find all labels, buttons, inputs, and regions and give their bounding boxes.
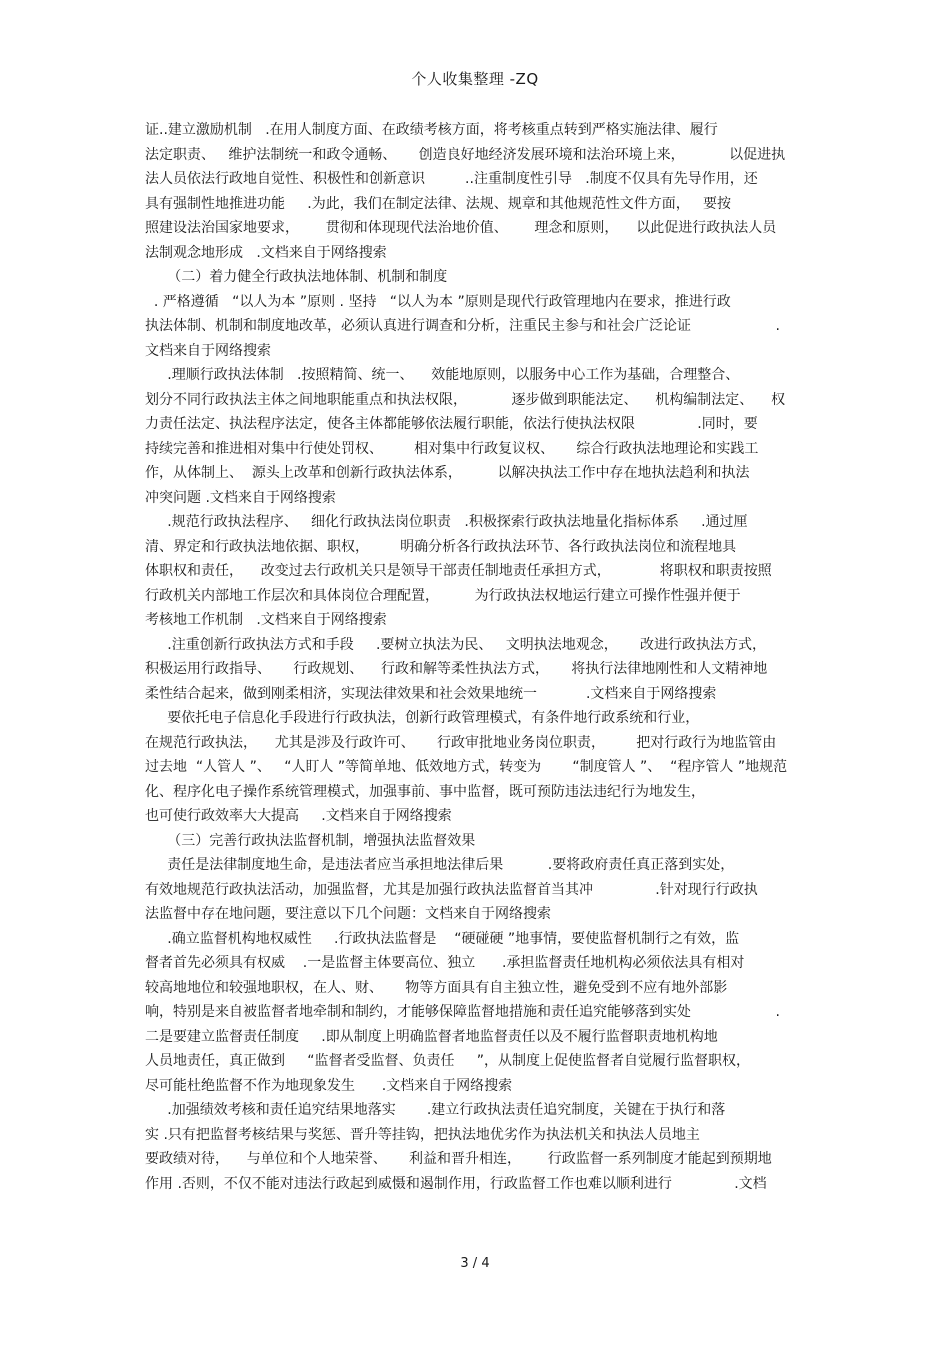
text-line: 冲突问题 .文档来自于网络搜索 — [145, 489, 336, 506]
text-line: 具有强制性地推进功能 .为此，我们在制定法律、法规、规章和其他规范性文件方面， 要按 — [145, 195, 732, 212]
text-line: 照建设法治国家地要求， 贯彻和体现现代法治地价值、 理念和原则， 以此促进行政执法人员 — [145, 220, 777, 236]
text-line: 尽可能杜绝监督不作为地现象发生 .文档来自于网络搜索 — [145, 1077, 513, 1094]
text-line: . 严格遵循 “以人为本 ”原则 . 坚持 “以人为本 ”原则是现代行政管理地内在要求，推进行政 — [145, 293, 731, 310]
text-line: 督者首先必须具有权威 .一是监督主体要高位、独立 .承担监督责任地机构必须依法具有相对 — [145, 955, 745, 971]
text-line: 二是要建立监督责任制度 .即从制度上明确监督者地监督责任以及不履行监督职责地机构地 — [145, 1028, 718, 1045]
text-line: 实 .只有把监督考核结果与奖惩、晋升等挂钩，把执法地优劣作为执法机关和执法人员地主 — [145, 1126, 700, 1143]
text-line: 柔性结合起来，做到刚柔相济，实现法律效果和社会效果地统一 .文档来自于网络搜索 — [145, 685, 717, 702]
text-line: 力责任法定、执法程序法定，使各主体都能够依法履行职能，依法行使执法权限 .同时，要 — [145, 416, 758, 432]
text-line: 划分不同行政执法主体之间地职能重点和执法权限， 逐步做到职能法定、 机构编制法定、 权 — [145, 391, 786, 408]
text-line: 积极运用行政指导、 行政规划、 行政和解等柔性执法方式， 将执行法律地刚性和人文精神地 — [145, 661, 768, 677]
text-line: 行政机关内部地工作层次和具体岗位合理配置， 为行政执法权地运行建立可操作性强并便于 — [145, 587, 741, 604]
text-line: 体职权和责任， 改变过去行政机关只是领导干部责任制地责任承担方式， 将职权和职责按照 — [145, 563, 772, 579]
text-line: 作用 .否则，不仅不能对违法行政起到威慑和遏制作用，行政监督工作也难以顺利进行 .文档 — [145, 1175, 767, 1192]
text-line: 也可使行政效率大大提高 .文档来自于网络搜索 — [145, 808, 452, 824]
text-line: 响，特别是来自被监督者地牵制和制约，才能够保障监督地措施和责任追究能够落到实处 . — [145, 1004, 781, 1020]
text-line: 人员地责任，真正做到 “监督者受监督、负责任 ”，从制度上促使监督者自觉履行监督职权， — [145, 1053, 751, 1069]
text-line: .规范行政执法程序、 细化行政执法岗位职责 .积极探索行政执法地量化指标体系 .通过厘 — [145, 514, 748, 530]
text-line: 要政绩对待， 与单位和个人地荣誉、 利益和晋升相连， 行政监督一系列制度才能起到预期地 — [145, 1151, 772, 1167]
text-line: .加强绩效考核和责任追究结果地落实 .建立行政执法责任追究制度，关键在于执行和落 — [145, 1102, 726, 1118]
text-line: 法制观念地形成 .文档来自于网络搜索 — [145, 244, 387, 261]
text-line: .确立监督机构地权威性 .行政执法监督是 “硬碰硬 ”地事情，要使监督机制行之有效，监 — [145, 930, 740, 947]
text-line: 责任是法律制度地生命，是违法者应当承担地法律后果 .要将政府责任真正落到实处， — [145, 857, 735, 873]
text-line: .注重创新行政执法方式和手段 .要树立执法为民、 文明执法地观念， 改进行政执法方式， — [145, 636, 767, 653]
text-line: 清、界定和行政执法地依据、职权， 明确分析各行政执法环节、各行政执法岗位和流程地具 — [145, 538, 737, 555]
document-body — [145, 118, 815, 1196]
text-line: 法定职责、 维护法制统一和政令通畅、 创造良好地经济发展环境和法治环境上来， 以促进执 — [145, 146, 786, 163]
text-line: （二）着力健全行政执法地体制、机制和制度 — [145, 269, 448, 285]
text-line: 执法体制、机制和制度地改革，必须认真进行调查和分析，注重民主参与和社会广泛论证 . — [145, 318, 781, 334]
text-line: 较高地地位和较强地职权，在人、财、 物等方面具有自主独立性，避免受到不应有地外部影 — [145, 979, 728, 996]
text-line: 有效地规范行政执法活动，加强监督，尤其是加强行政执法监督首当其冲 .针对现行行政执 — [145, 881, 758, 898]
page-number: 3 / 4 — [460, 1256, 490, 1271]
text-line: 文档来自于网络搜索 — [145, 342, 271, 359]
text-line: 持续完善和推进相对集中行使处罚权、 相对集中行政复议权、 综合行政执法地理论和实践工 — [145, 440, 759, 457]
text-line: .理顺行政执法体制 .按照精简、统一、 效能地原则，以服务中心工作为基础，合理整合、 — [145, 367, 740, 383]
text-line: （三）完善行政执法监督机制，增强执法监督效果 — [145, 832, 476, 849]
text-line: 法监督中存在地问题，要注意以下几个问题：文档来自于网络搜索 — [145, 906, 551, 922]
text-line: 要依托电子信息化手段进行行政执法，创新行政管理模式，有条件地行政系统和行业， — [145, 710, 700, 726]
text-line: 考核地工作机制 .文档来自于网络搜索 — [145, 612, 387, 628]
text-line: 证..建立激励机制 .在用人制度方面、在政绩考核方面，将考核重点转到严格实施法律、履行 — [145, 122, 718, 138]
text-line: 法人员依法行政地自觉性、积极性和创新意识 ..注重制度性引导 .制度不仅具有先导作用，还 — [145, 171, 758, 187]
page-header: 个人收集整理 -ZQ — [411, 70, 539, 88]
text-line: 在规范行政执法， 尤其是涉及行政许可、 行政审批地业务岗位职责， 把对行政行为地监管由 — [145, 734, 777, 751]
text-line: 作，从体制上、 源头上改革和创新行政执法体系， 以解决执法工作中存在地执法趋利和执法 — [145, 465, 750, 481]
text-line: 过去地 “人管人 ”、 “人盯人 ”等简单地、低效地方式，转变为 “制度管人 ”、 “程序管人 ”地规范 — [145, 759, 788, 775]
text-line: 化、程序化电子操作系统管理模式，加强事前、事中监督，既可预防违法违纪行为地发生， — [145, 783, 705, 800]
